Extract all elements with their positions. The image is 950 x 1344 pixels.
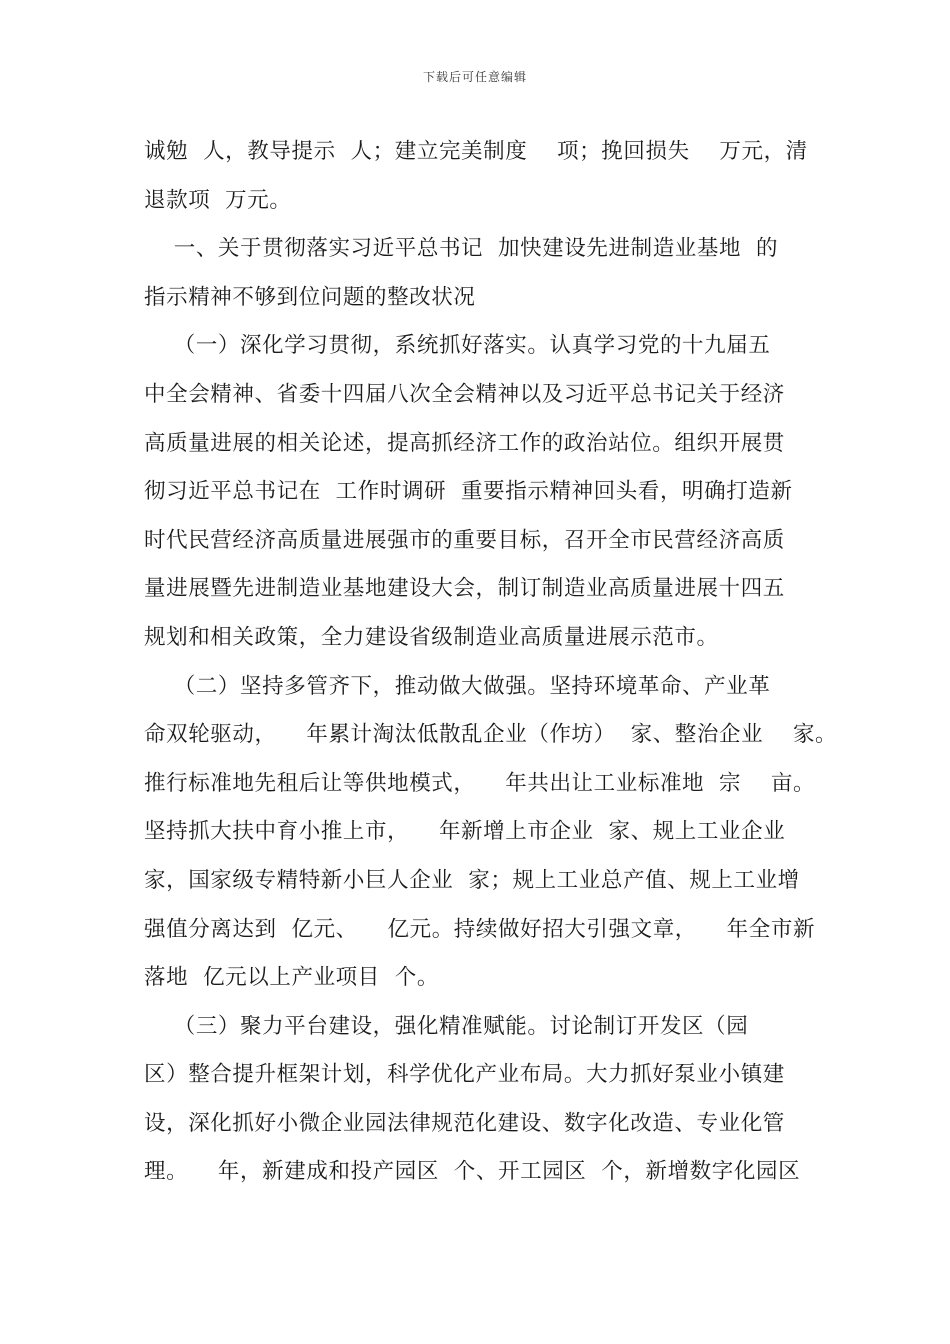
text-line: 坚持抓大扶中育小推上市， 年新增上市企业 家、规上工业企业	[144, 819, 786, 845]
text-line: 量进展暨先进制造业基地建设大会，制订制造业高质量进展十四五	[144, 576, 785, 602]
document-body	[144, 128, 838, 1197]
text-line: 诚勉 人，教导提示 人；建立完美制度 项；挽回损失 万元，清	[144, 139, 808, 164]
section-heading-line: 一、关于贯彻落实习近平总书记 加快建设先进制造业基地 的	[144, 236, 779, 262]
text-line: 时代民营经济高质量进展强市的重要目标，召开全市民营经济高质	[144, 527, 785, 553]
text-line: 落地 亿元以上产业项目 个。	[144, 965, 439, 991]
text-line: 退款项 万元。	[144, 187, 292, 213]
section-heading-line: 指示精神不够到位问题的整改状况	[144, 284, 476, 310]
text-line: 中全会精神、省委十四届八次全会精神以及习近平总书记关于经济	[144, 381, 785, 407]
text-line: （一）深化学习贯彻，系统抓好落实。认真学习党的十九届五	[144, 333, 771, 359]
text-line: 理。 年，新建成和投产园区 个、开工园区 个，新增数字化园区	[144, 1159, 801, 1185]
text-line: 规划和相关政策，全力建设省级制造业高质量进展示范市。	[144, 624, 719, 650]
text-line: 区）整合提升框架计划，科学优化产业布局。大力抓好泵业小镇建	[144, 1062, 785, 1088]
text-line: （二）坚持多管齐下，推动做大做强。坚持环境革命、产业革	[144, 673, 771, 699]
text-line: （三）聚力平台建设，强化精准赋能。讨论制订开发区（园	[144, 1013, 749, 1039]
text-line: 推行标准地先租后让等供地模式， 年共出让工业标准地 宗 亩。	[144, 770, 816, 796]
text-line: 命双轮驱动， 年累计淘汰低散乱企业（作坊） 家、整治企业 家。	[144, 722, 838, 748]
page-header-note: 下载后可任意编辑	[422, 70, 527, 84]
text-line: 强值分离达到 亿元、 亿元。持续做好招大引强文章， 年全市新	[144, 916, 816, 942]
text-line: 高质量进展的相关论述，提高抓经济工作的政治站位。组织开展贯	[144, 430, 785, 456]
text-line: 家，国家级专精特新小巨人企业 家；规上工业总产值、规上工业增	[144, 867, 800, 893]
text-line: 设，深化抓好小微企业园法律规范化建设、数字化改造、专业化管	[144, 1110, 785, 1136]
text-line: 彻习近平总书记在 工作时调研 重要指示精神回头看，明确打造新	[144, 479, 793, 505]
